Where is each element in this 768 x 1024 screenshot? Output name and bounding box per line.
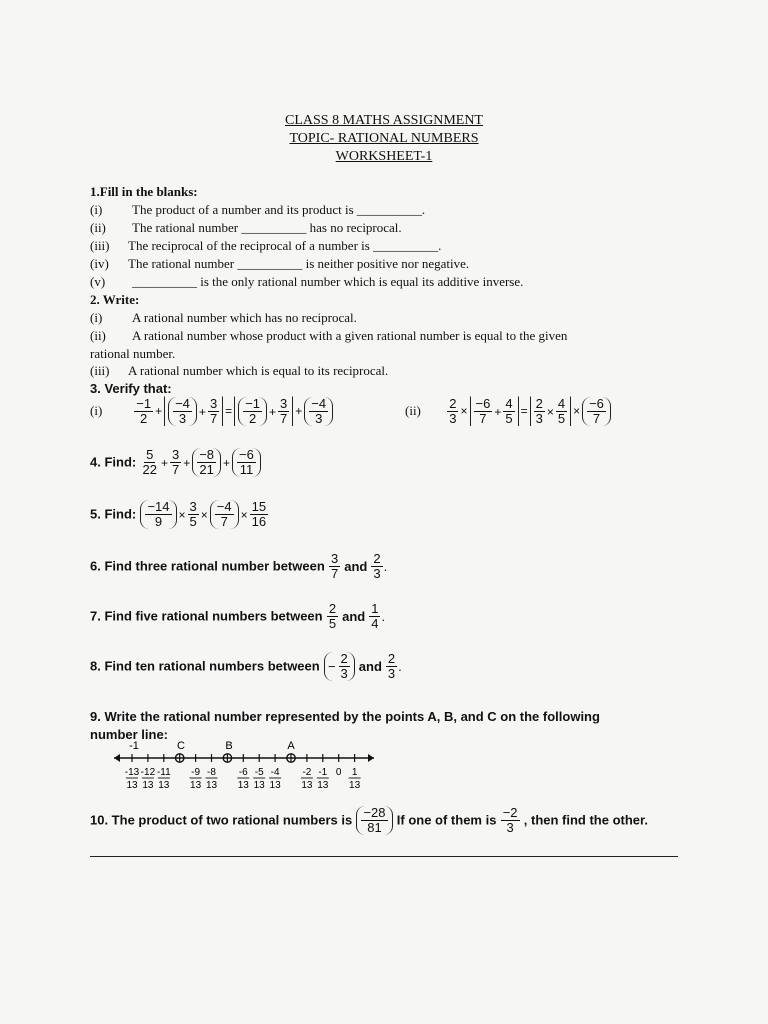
q9-line-2: number line: bbox=[90, 727, 169, 742]
q3-part-2: (ii) $\frac{2}{3}$ × $\frac{-6}{7}$ + $\frac{4}{5}$ = $\frac{2}{3}$ × $\frac{4}{5}$ × $\frac{-6}{7}$ bbox=[405, 396, 612, 426]
arrow-right bbox=[368, 754, 374, 762]
q4: 4. Find: $\frac{5}{22}$ + $\frac{3}{7}$ + $\frac{-8}{21}$ + $\frac{-6}{11}$ bbox=[90, 448, 262, 477]
tick-label-numerator: -9 bbox=[191, 767, 201, 778]
number-line-tick-labels bbox=[125, 767, 361, 790]
q4-expression: $\frac{5}{22}$ + $\frac{3}{7}$ + $\frac{-8}{21}$ + $\frac{-6}{11}$ bbox=[139, 448, 261, 477]
bottom-rule bbox=[90, 856, 678, 857]
q3-expression-2: $\frac{2}{3}$ × $\frac{-6}{7}$ + $\frac{4}{5}$ = $\frac{2}{3}$ × $\frac{4}{5}$ × $\frac{-6}{7}$ bbox=[446, 396, 612, 426]
tick-label-denominator: 13 bbox=[158, 780, 170, 790]
q2-item-1: (i) A rational number which has no reciprocal. bbox=[90, 310, 357, 325]
tick-label-denominator: 13 bbox=[126, 780, 138, 790]
q3-expression-1: $\frac{-1}{2}$ + $\frac{-4}{3}$ + $\frac{3}{7}$ = $\frac{-1}{2}$ + $\frac{3}{7}$ + $\frac{-4}{3}$ bbox=[133, 396, 334, 426]
label-point-c: C bbox=[177, 740, 185, 752]
q1-title: 1.Fill in the blanks: bbox=[90, 184, 198, 199]
tick-label-numerator: -5 bbox=[254, 767, 264, 778]
tick-label-denominator: 13 bbox=[237, 780, 249, 790]
tick-label-numerator: -6 bbox=[238, 767, 248, 778]
q2-title: 2. Write: bbox=[90, 292, 140, 307]
tick-label-numerator: -8 bbox=[207, 767, 216, 778]
q5-expression: $\frac{-14}{9}$ × $\frac{3}{5}$ × $\frac{-4}{7}$ × $\frac{15}{16}$ bbox=[139, 500, 269, 529]
class-title: CLASS 8 MATHS ASSIGNMENT bbox=[285, 113, 483, 128]
q2-item-3: (iii) A rational number which is equal to its reciprocal. bbox=[90, 363, 389, 378]
number-line bbox=[110, 738, 380, 790]
q5: 5. Find: $\frac{-14}{9}$ × $\frac{3}{5}$ × $\frac{-4}{7}$ × $\frac{15}{16}$ bbox=[90, 500, 269, 529]
q9-line-1: 9. Write the rational number represented by the points A, B, and C on the following bbox=[90, 709, 600, 724]
tick-label-denominator: 13 bbox=[317, 780, 329, 790]
tick-label-numerator: 1 bbox=[351, 767, 358, 778]
q2-item-2-cont: rational number. bbox=[90, 346, 176, 361]
q1-item-4: (iv) The rational number __________ is neither positive nor negative. bbox=[90, 256, 470, 271]
number-line-axis bbox=[114, 754, 374, 762]
tick-label-denominator: 13 bbox=[349, 780, 361, 790]
q10: 10. The product of two rational numbers is $\frac{-28}{81}$ If one of them is $\frac{-2}{3}$ , then find the other. bbox=[90, 805, 648, 835]
q8: 8. Find ten rational numbers between − $\frac{2}{3}$ and $\frac{2}{3}$ . bbox=[90, 651, 402, 681]
topic-title: TOPIC- RATIONAL NUMBERS bbox=[289, 131, 479, 146]
q1-item-2: (ii) The rational number __________ has no reciprocal. bbox=[90, 220, 402, 235]
q1-item-1: (i) The product of a number and its product is __________. bbox=[90, 202, 426, 217]
tick-label-numerator: -11 bbox=[156, 767, 171, 778]
q1-item-3: (iii) The reciprocal of the reciprocal of a number is __________. bbox=[90, 238, 442, 253]
q3-title: 3. Verify that: bbox=[90, 381, 172, 396]
tick-label-numerator: -2 bbox=[302, 767, 312, 778]
tick-label-numerator: -12 bbox=[140, 767, 156, 778]
tick-label-numerator: -1 bbox=[318, 767, 328, 778]
tick-label-denominator: 13 bbox=[301, 780, 313, 790]
tick-label-denominator: 13 bbox=[190, 780, 202, 790]
arrow-left bbox=[114, 754, 120, 762]
label-point-a: A bbox=[287, 740, 295, 752]
tick-label-denominator: 13 bbox=[205, 780, 218, 790]
tick-label-numerator: -13 bbox=[124, 767, 140, 778]
q1-item-5: (v) __________ is the only rational number which is equal its additive inverse. bbox=[90, 274, 524, 289]
q3-part-1: (i) $\frac{-1}{2}$ + $\frac{-4}{3}$ + $\frac{3}{7}$ = $\frac{-1}{2}$ + $\frac{3}{7}$ + $\frac{-4}{3}$ bbox=[90, 396, 334, 426]
tick-label-denominator: 13 bbox=[269, 780, 281, 790]
label-point-b: B bbox=[225, 740, 233, 752]
tick-label-denominator: 13 bbox=[253, 780, 265, 790]
tick-label-numerator: 0 bbox=[335, 767, 342, 778]
worksheet-title: WORKSHEET-1 bbox=[335, 149, 433, 164]
tick-label-denominator: 13 bbox=[142, 780, 154, 790]
q6: 6. Find three rational number between $\frac{3}{7}$ and $\frac{2}{3}$ . bbox=[90, 551, 388, 581]
q2-item-2: (ii) A rational number whose product with a given rational number is equal to the given bbox=[90, 328, 568, 343]
q7: 7. Find five rational numbers between $\frac{2}{5}$ and $\frac{1}{4}$ . bbox=[90, 601, 386, 631]
tick-label-numerator: -4 bbox=[270, 767, 280, 778]
label-minus-one: -1 bbox=[129, 740, 139, 752]
